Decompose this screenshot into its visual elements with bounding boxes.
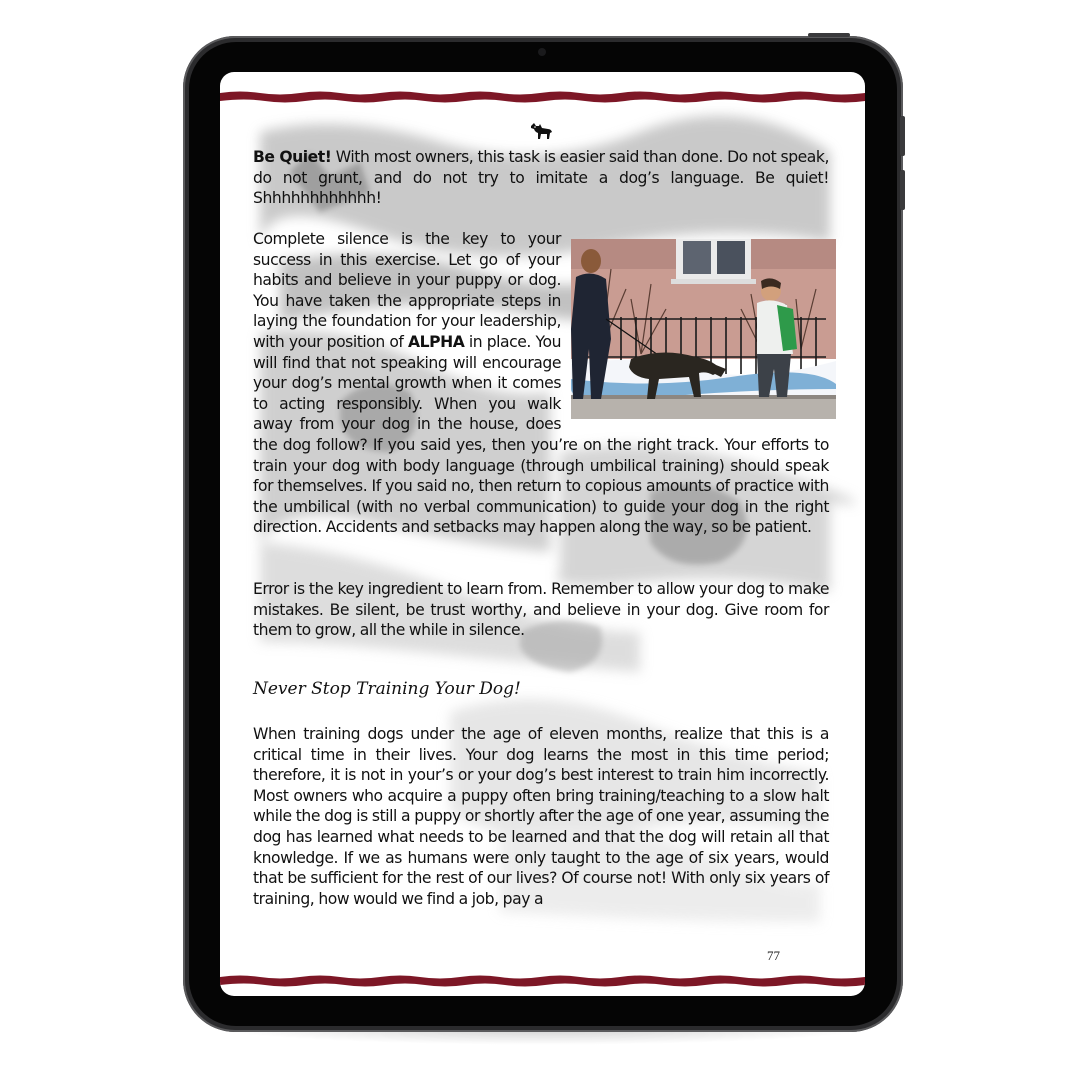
section-heading: Never Stop Training Your Dog! [253,679,521,699]
top-button [808,33,850,37]
side-button-middle [900,170,905,210]
paragraph-complete-silence-text-a: Complete silence is the key to your success in this exercise. Let go of your habits and believe in your puppy or dog. You have taken the appropriate steps in laying the foundation for your leadership, with your position of [253,230,561,351]
bottom-decorative-band [220,974,865,988]
side-button-top [900,116,905,156]
paragraph-complete-silence-text-b: in place. You will find that not speaking will encourage your dog’s mental growth when it comes to acting responsibly. When you walk away from your dog in the house, does the dog follow? If you said yes, then you’re on the right track. Your efforts to train your dog with body language (through umbilical training) should speak for themselves. If you said no, then return to copious amounts of practice with the umbilical (with no verbal communication) to guide your dog in the right direction. Accidents and setbacks may happen along the way, so be patient. [253,332,829,537]
paragraph-be-quiet [253,147,829,209]
alpha-strong: ALPHA [408,332,465,351]
dog-ornament-icon [528,120,554,142]
training-photo [571,239,836,419]
page-number: 77 [767,948,780,963]
ebook-page[interactable] [220,72,865,996]
front-camera [538,48,546,56]
paragraph-error: Error is the key ingredient to learn from. Remember to allow your dog to make mistakes. Be silent, be trust worthy, and believe in your dog. Give room for them to grow, all the while in silence. [253,580,829,640]
top-decorative-band [220,90,865,104]
paragraph-be-quiet-text: With most owners, this task is easier said than done. Do not speak, do not grunt, and do not try to imitate a dog’s language. Be quiet! Shhhhhhhhhhhh! [253,148,830,208]
paragraph-never-stop: When training dogs under the age of eleven months, realize that this is a critical time in their lives. Your dog learns the most in this time period; therefore, it is not in your’s or your dog’s best interest to train him incorrectly. Most owners who acquire a puppy often bring training/teaching to a slow halt while the dog is still a puppy or shortly after the age of one year, assuming the dog has learned what needs to be learned and that the dog will retain all that knowledge. If we as humans were only taught to the age of six years, would that be sufficient for the rest of our lives? Of course not! With only six years of training, how would we find a job, pay a [253,725,829,908]
paragraph-complete-silence [253,229,829,538]
lead-be-quiet: Be Quiet! [253,148,332,166]
